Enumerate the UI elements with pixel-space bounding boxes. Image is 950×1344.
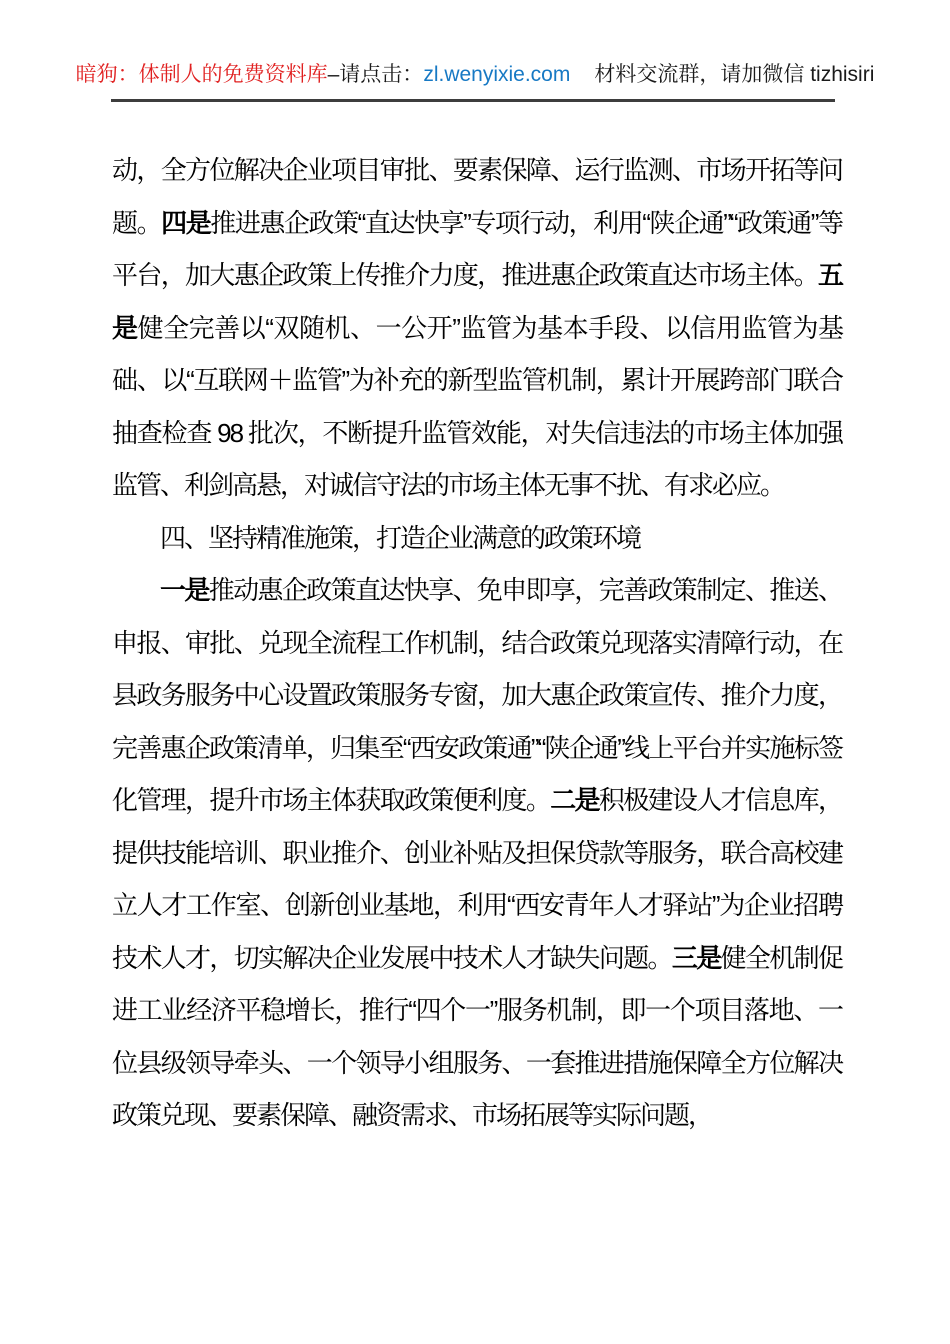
text-run: 四、坚持精准施策，打造企业满意的政策环境 xyxy=(160,522,641,553)
promo-link[interactable]: zl.wenyixie.com xyxy=(423,63,571,86)
paragraph-measures xyxy=(112,564,842,1142)
promo-click-label: –请点击： xyxy=(327,63,424,86)
bold-run: 二是 xyxy=(550,785,599,815)
text-run: 积极建设人才信息库，提供技能培训、职业推介、创业补贴及担保贷款等服务，联合高校建立人才工作室、创新创业基地，利用“西安青年人才驿站”为企业招聘技术人才，切实解决企业发展中技术人才缺失问题。 xyxy=(112,785,842,973)
promo-header xyxy=(0,60,950,90)
text-run: 健全完善以“双随机、一公开”监管为基本手段、以信用监管为基础、以“互联网＋监管”为补充的新型监管机制，累计开展跨部门联合抽查检查 98 批次，不断提升监管效能，对失信违法的市场主体加强监管、利剑高悬，对诚信守法的市场主体无事不扰、有求必应。 xyxy=(112,312,842,500)
bold-run: 四是 xyxy=(161,207,211,238)
document-body xyxy=(112,144,842,1142)
paragraph-continuation xyxy=(112,144,842,512)
bold-run: 三是 xyxy=(671,942,721,973)
text-run: 动，全方位解决企业项目审批、要素保障、运行监测、市场开拓等问题。 xyxy=(112,155,842,238)
promo-suffix-text: 材料交流群，请加微信 tizhisiri xyxy=(594,63,875,86)
text-run: 健全机制促进工业经济平稳增长，推行“四个一”服务机制，即一个项目落地、一位县级领导牵头、一个领导小组服务、一套推进措施保障全方位解决政策兑现、要素保障、融资需求、市场拓展等实际问题， xyxy=(112,942,842,1130)
promo-brand-text: 暗狗：体制人的免费资料库 xyxy=(75,63,328,86)
bold-run: 五是 xyxy=(112,260,842,343)
text-run: 推动惠企政策直达快享、免申即享，完善政策制定、推送、申报、审批、兑现全流程工作机制，结合政策兑现落实清障行动，在县政务服务中心设置政策服务专窗，加大惠企政策宣传、推介力度，完善惠企政策清单，归集至“西安政策通”“陕企通”线上平台并实施标签化管理，提升市场主体获取政策便利度。 xyxy=(112,575,842,815)
bold-run: 一是 xyxy=(160,575,209,605)
text-run: 推进惠企政策“直达快享”专项行动，利用“陕企通”“政策通”等平台，加大惠企政策上传推介力度，推进惠企政策直达市场主体。 xyxy=(112,207,842,290)
section-heading xyxy=(112,512,842,565)
header-divider xyxy=(111,99,835,102)
